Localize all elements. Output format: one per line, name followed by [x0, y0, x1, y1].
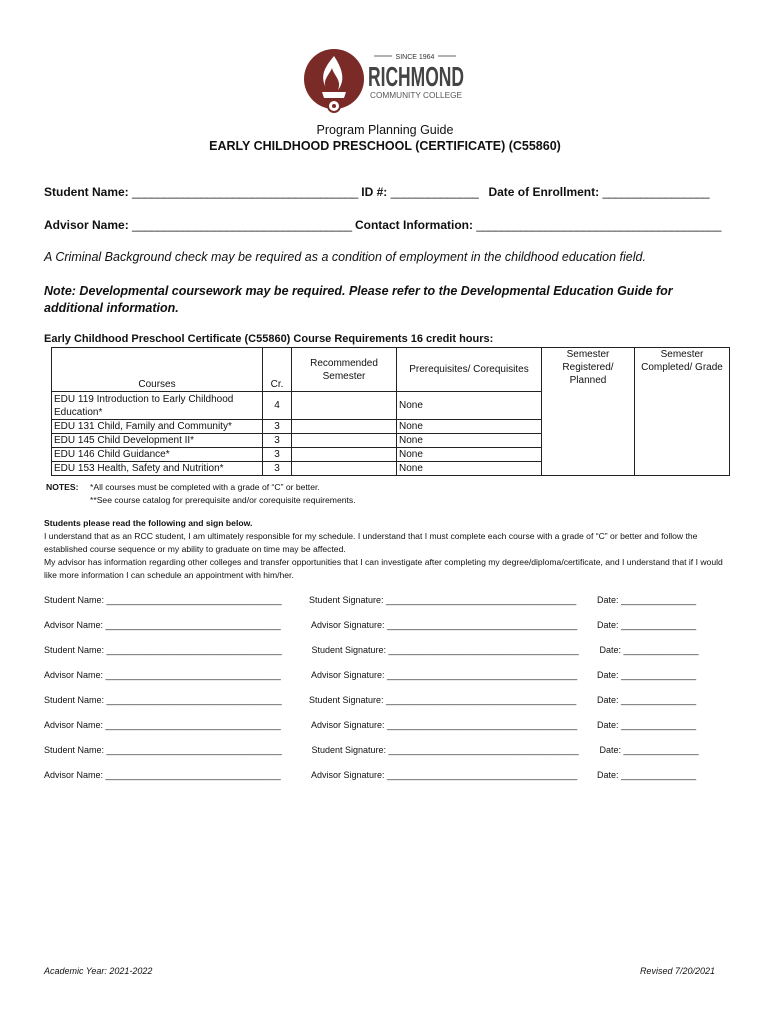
signature-row — [44, 595, 724, 605]
header-semester-registered: Semester Registered/ Planned — [542, 348, 635, 476]
academic-year: Academic Year: 2021-2022 — [44, 966, 153, 976]
recommended-semester-cell[interactable] — [292, 434, 397, 448]
logo-tagline-text: COMMUNITY COLLEGE — [370, 90, 463, 100]
signature-field[interactable]: Advisor Signature: ______________________________________ — [309, 670, 578, 680]
student-info-row — [44, 185, 734, 199]
date-field[interactable]: Date: _______________ — [597, 770, 697, 780]
date-field[interactable]: Date: _______________ — [597, 745, 699, 755]
page-subtitle: Program Planning Guide — [316, 123, 454, 137]
requirements-heading: Early Childhood Preschool Certificate (C55860) Course Requirements 16 credit hours: — [44, 333, 494, 345]
name-field[interactable]: Student Name: ___________________________________ — [44, 645, 282, 655]
logo-since-text: SINCE 1964 — [395, 54, 435, 61]
signature-row — [44, 670, 724, 680]
id-field[interactable]: ______________ — [390, 185, 479, 199]
signature-field[interactable]: Advisor Signature: ______________________________________ — [309, 770, 578, 780]
signature-field[interactable]: Advisor Signature: ______________________________________ — [309, 720, 578, 730]
header-courses: Courses — [52, 348, 263, 392]
credit-cell: 3 — [263, 448, 292, 462]
advisor-name-label: Advisor Name: — [44, 218, 129, 232]
college-logo — [302, 46, 472, 116]
name-field[interactable]: Advisor Name: ___________________________________ — [44, 670, 281, 680]
notes-line-2: **See course catalog for prerequisite and/or corequisite requirements. — [90, 495, 356, 505]
name-field[interactable]: Advisor Name: ___________________________________ — [44, 720, 281, 730]
header-recommended-semester: Recommended Semester — [292, 348, 397, 392]
signature-row — [44, 620, 724, 630]
prereq-cell: None — [397, 392, 542, 420]
agreement-paragraph-2: My advisor has information regarding other colleges and transfer opportunities that I can investigate after completing my degree/diploma/certificate, and I understand that if I would like more information I can schedule an appointment with him/her. — [44, 557, 723, 580]
date-field[interactable]: Date: _______________ — [597, 720, 697, 730]
recommended-semester-cell[interactable] — [292, 462, 397, 476]
prereq-cell: None — [397, 448, 542, 462]
signature-field[interactable]: Student Signature: ______________________________________ — [309, 745, 579, 755]
contact-info-label: Contact Information: — [354, 218, 473, 232]
prereq-cell: None — [397, 462, 542, 476]
recommended-semester-cell[interactable] — [292, 448, 397, 462]
course-requirements-table — [51, 347, 730, 476]
date-field[interactable]: Date: _______________ — [597, 695, 697, 705]
course-name-cell: EDU 153 Health, Safety and Nutrition* — [52, 462, 263, 476]
agreement-heading: Students please read the following and sign below. — [44, 518, 253, 528]
name-field[interactable]: Student Name: ___________________________________ — [44, 695, 282, 705]
agreement-paragraph-1: I understand that as an RCC student, I am ultimately responsible for my schedule. I understand that I must complete each course with a grade of “C” or better and follow the established course sequence or my ability to graduate on time may be affected. — [44, 531, 698, 554]
header-prerequisites: Prerequisites/ Corequisites — [397, 348, 542, 392]
student-agreement — [44, 517, 724, 582]
signature-row — [44, 770, 724, 780]
notes-label: NOTES: — [46, 482, 79, 492]
signature-row — [44, 720, 724, 730]
course-name-cell: EDU 145 Child Development II* — [52, 434, 263, 448]
contact-info-field[interactable]: _______________________________________ — [476, 218, 722, 232]
recommended-semester-cell[interactable] — [292, 420, 397, 434]
name-field[interactable]: Advisor Name: ___________________________________ — [44, 770, 281, 780]
prereq-cell: None — [397, 434, 542, 448]
credit-cell: 3 — [263, 462, 292, 476]
enrollment-date-field[interactable]: _________________ — [602, 185, 710, 199]
header-credits: Cr. — [263, 348, 292, 392]
student-name-field[interactable]: ____________________________________ — [132, 185, 358, 199]
signature-field[interactable]: Student Signature: ______________________________________ — [309, 645, 579, 655]
revised-date: Revised 7/20/2021 — [639, 966, 715, 976]
prereq-cell: None — [397, 420, 542, 434]
criminal-background-notice: A Criminal Background check may be required as a condition of employment in the childhood education field. — [44, 250, 646, 264]
title-block — [0, 122, 770, 155]
signature-field[interactable]: Advisor Signature: ______________________________________ — [309, 620, 578, 630]
signature-row — [44, 645, 724, 655]
page-title: EARLY CHILDHOOD PRESCHOOL (CERTIFICATE) (C55860) — [209, 139, 561, 153]
name-field[interactable]: Student Name: ___________________________________ — [44, 745, 282, 755]
recommended-semester-cell[interactable] — [292, 392, 397, 420]
advisor-name-field[interactable]: ___________________________________ — [132, 218, 352, 232]
id-label: ID #: — [361, 185, 388, 199]
date-field[interactable]: Date: _______________ — [597, 595, 697, 605]
table-notes — [46, 481, 356, 507]
table-header-row — [52, 348, 730, 392]
course-name-cell: EDU 146 Child Guidance* — [52, 448, 263, 462]
name-field[interactable]: Student Name: ___________________________________ — [44, 595, 282, 605]
notes-line-1: *All courses must be completed with a grade of “C” or better. — [90, 482, 320, 492]
date-field[interactable]: Date: _______________ — [597, 645, 699, 655]
date-field[interactable]: Date: _______________ — [597, 620, 697, 630]
credit-cell: 3 — [263, 434, 292, 448]
signature-row — [44, 695, 724, 705]
developmental-note: Note: Developmental coursework may be required. Please refer to the Developmental Education Guide for additional information. — [44, 284, 673, 315]
signature-row — [44, 745, 724, 755]
name-field[interactable]: Advisor Name: ___________________________________ — [44, 620, 281, 630]
signature-field[interactable]: Student Signature: ______________________________________ — [309, 695, 577, 705]
course-name-cell: EDU 119 Introduction to Early Childhood Education* — [52, 392, 263, 420]
signature-field[interactable]: Student Signature: ______________________________________ — [309, 595, 577, 605]
enrollment-date-label: Date of Enrollment: — [488, 185, 600, 199]
student-name-label: Student Name: — [44, 185, 129, 199]
credit-cell: 3 — [263, 420, 292, 434]
date-field[interactable]: Date: _______________ — [597, 670, 697, 680]
header-semester-completed: Semester Completed/ Grade — [635, 348, 730, 476]
advisor-info-row — [44, 218, 734, 232]
logo-name-text: RICHMOND — [368, 61, 464, 92]
credit-cell: 4 — [263, 392, 292, 420]
course-name-cell: EDU 131 Child, Family and Community* — [52, 420, 263, 434]
